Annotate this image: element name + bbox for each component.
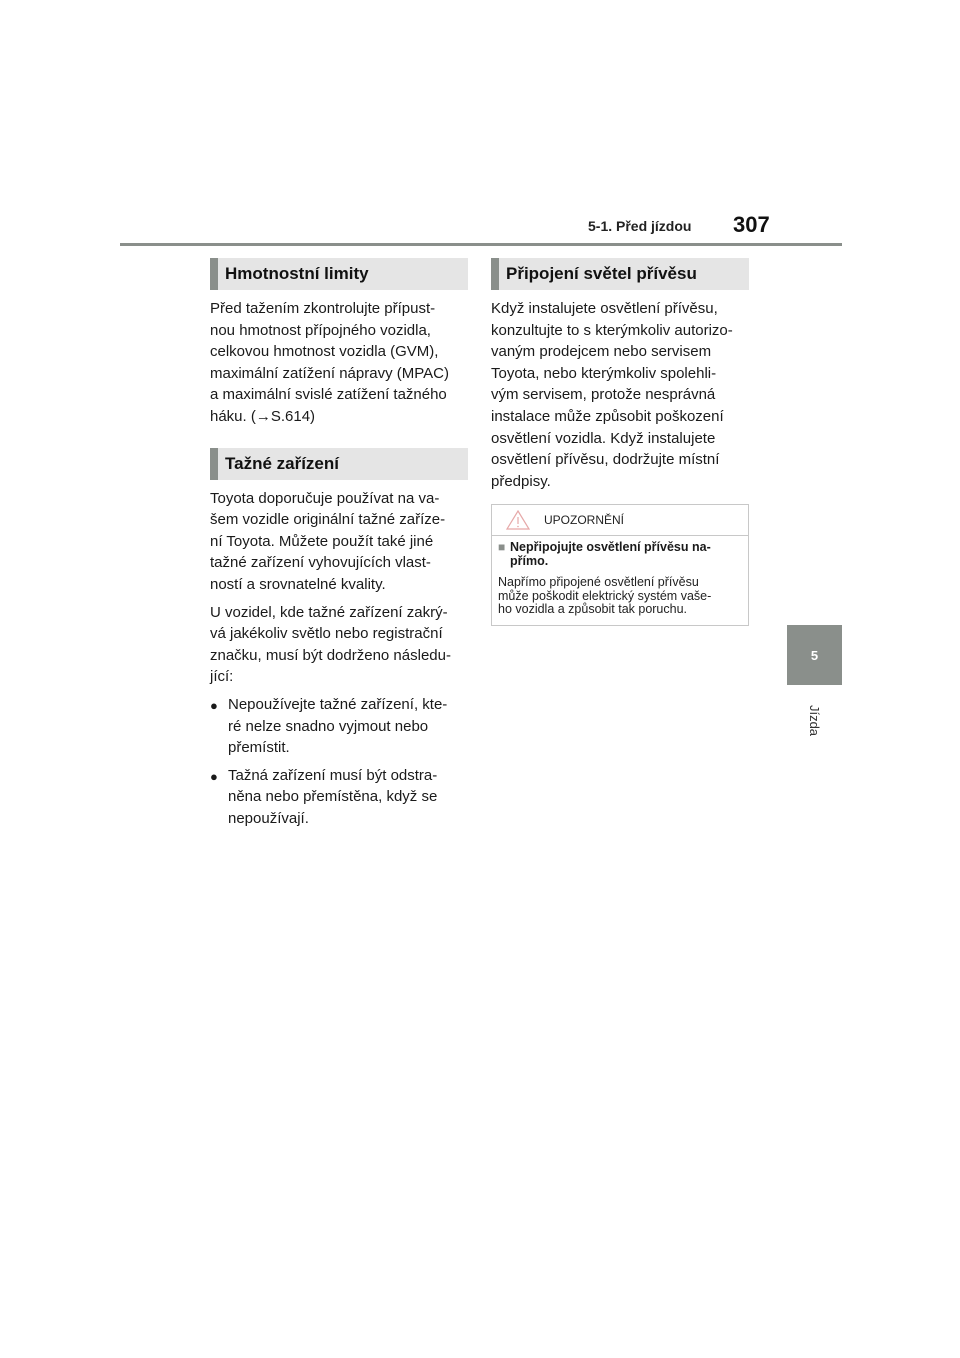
text-line: Nepřipojujte osvětlení přívěsu na- xyxy=(510,540,711,555)
section-heading-trailer-lights xyxy=(491,258,749,290)
bullet-dot-icon: ● xyxy=(210,768,218,784)
text-line: něna nebo přemístěna, když se xyxy=(228,788,438,806)
text-line: přemístit. xyxy=(228,739,290,757)
chapter-label-wrap xyxy=(787,690,842,750)
text-line: nepoužívají. xyxy=(228,809,309,827)
warning-title xyxy=(498,540,742,568)
text-line: Toyota doporučuje používat na va- xyxy=(210,489,440,507)
warning-heading: UPOZORNĚNÍ xyxy=(544,513,625,528)
text-line: Nepoužívejte tažné zařízení, kte- xyxy=(228,695,448,713)
towing-paragraph-1 xyxy=(210,488,468,596)
section-heading-text: Hmotnostní limity xyxy=(225,264,369,283)
bullet-item xyxy=(210,694,468,759)
header-section-title: 5-1. Před jízdou xyxy=(588,218,692,234)
text-line: značku, musí být dodrženo následu- xyxy=(210,646,451,664)
chapter-number: 5 xyxy=(810,647,819,663)
right-column xyxy=(491,258,749,626)
section-heading-weight-limits xyxy=(210,258,468,290)
bullet-item xyxy=(210,765,468,830)
text-line: může poškodit elektrický systém vaše- xyxy=(498,588,712,603)
warning-header xyxy=(492,505,748,536)
square-bullet-icon: ■ xyxy=(498,540,506,555)
text-line: maximální zatížení nápravy (MPAC) xyxy=(210,364,449,382)
weight-limits-paragraph xyxy=(210,298,468,428)
text-line: konzultujte to s kterýmkoliv autorizo- xyxy=(491,321,733,339)
text-line: osvětlení přívěsu, dodržujte místní xyxy=(491,451,720,469)
text-line: ní Toyota. Můžete použít také jiné xyxy=(210,532,434,550)
text-line: předpisy. xyxy=(491,472,551,490)
section-heading-towing-device xyxy=(210,448,468,480)
text-line-page-reference[interactable]: háku. (→S.614) xyxy=(210,407,316,425)
text-line: ho vozidla a způsobit tak poruchu. xyxy=(498,602,688,617)
text-line: Před tažením zkontrolujte přípust- xyxy=(210,300,436,317)
warning-body xyxy=(492,536,748,625)
chapter-label: Jízda xyxy=(806,704,822,736)
text-line: jící: xyxy=(210,668,234,686)
text-line: ností a srovnatelné kvality. xyxy=(210,575,386,593)
trailer-lights-paragraph xyxy=(491,298,749,492)
text-line: vým servisem, protože nesprávná xyxy=(491,386,716,404)
text-line: šem vozidle originální tažné zaříze- xyxy=(210,511,446,529)
text-line: tažné zařízení vyhovujících vlast- xyxy=(210,554,431,572)
text-line: a maximální svislé zatížení tažného xyxy=(210,386,447,404)
text-line: ré nelze snadno vyjmout nebo xyxy=(228,717,429,735)
bullet-dot-icon: ● xyxy=(210,697,218,713)
warning-text xyxy=(498,576,742,617)
text-line: přímo. xyxy=(510,554,549,569)
chapter-tab xyxy=(787,625,842,685)
text-line: Toyota, nebo kterýmkoliv spolehli- xyxy=(491,364,717,382)
text-line: nou hmotnost přípojného vozidla, xyxy=(210,321,431,339)
text-line: celkovou hmotnost vozidla (GVM), xyxy=(210,343,439,361)
text-line: vaným prodejcem nebo servisem xyxy=(491,343,712,361)
text-line: vá jakékoliv světlo nebo registrační xyxy=(210,625,443,643)
left-column xyxy=(210,258,468,829)
text-line: instalace může způsobit poškození xyxy=(491,407,724,425)
section-heading-text: Tažné zařízení xyxy=(225,453,339,473)
page-number: 307 xyxy=(733,212,770,237)
text-line: Napřímo připojené osvětlení přívěsu xyxy=(498,575,699,590)
section-heading-text: Připojení světel přívěsu xyxy=(506,264,697,283)
text-line: osvětlení vozidla. Když instalujete xyxy=(491,429,716,447)
warning-triangle-icon xyxy=(506,510,530,530)
text-line: U vozidel, kde tažné zařízení zakrý- xyxy=(210,603,448,621)
header-divider xyxy=(120,243,842,246)
warning-box xyxy=(491,504,749,626)
text-line: Tažná zařízení musí být odstra- xyxy=(228,766,438,784)
text-line: Když instalujete osvětlení přívěsu, xyxy=(491,300,718,317)
towing-paragraph-2 xyxy=(210,602,468,688)
